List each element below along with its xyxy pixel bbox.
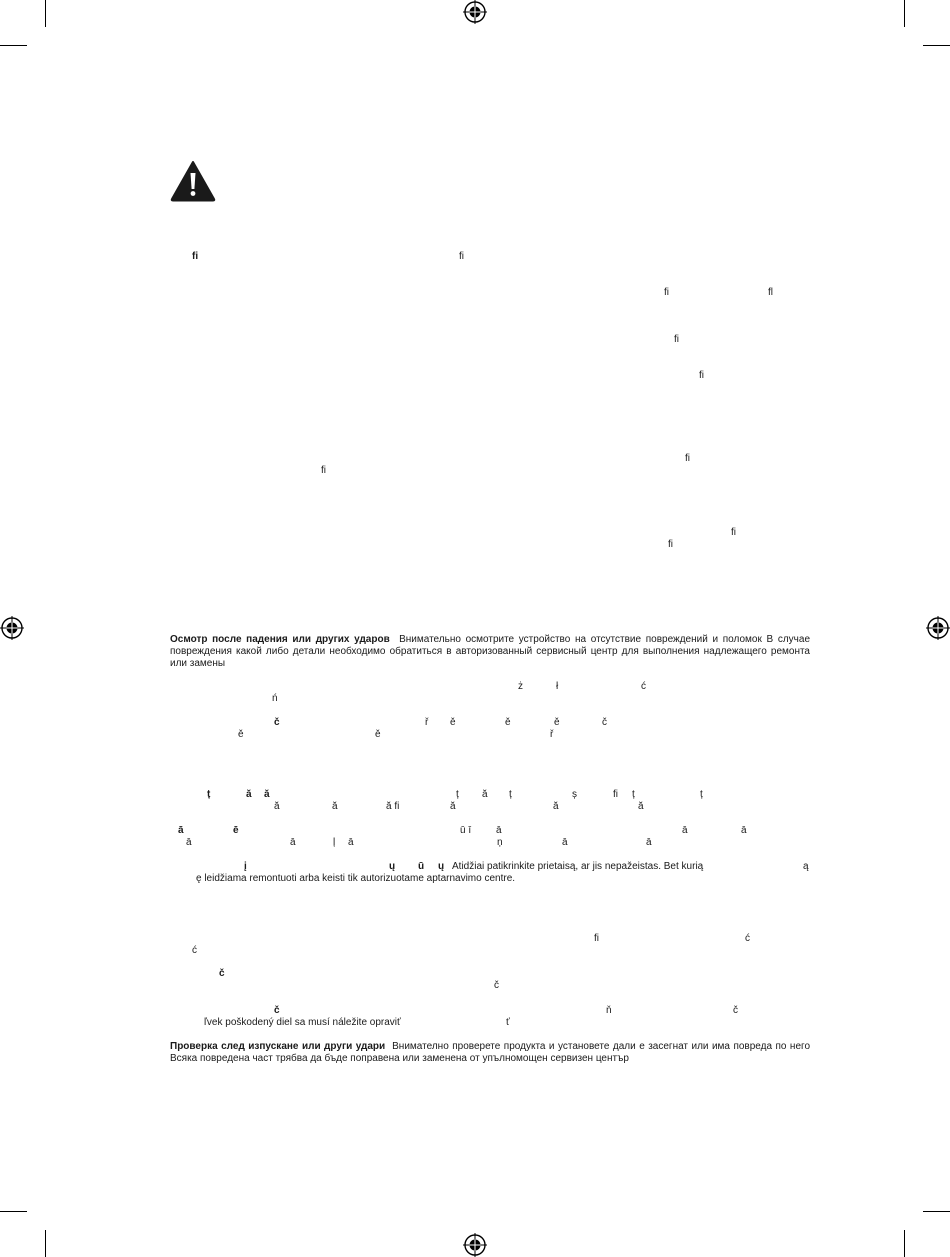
ru-drop-inspection-paragraph <box>170 634 810 670</box>
glyph-fragment: ă <box>450 801 456 812</box>
glyph-fragment: ě <box>238 729 244 740</box>
glyph-fragment: ă <box>274 801 280 812</box>
glyph-fragment: č <box>274 717 280 728</box>
glyph-fragment: ļ <box>333 837 336 848</box>
crop-mark-top-left-h <box>0 45 27 46</box>
glyph-fragment: ě <box>450 717 456 728</box>
crop-mark-bottom-right-v <box>904 1230 905 1257</box>
glyph-fragment: č <box>602 717 607 728</box>
glyph-fragment: ż <box>518 681 523 692</box>
glyph-fragment: ē <box>233 825 239 836</box>
glyph-fragment: ā <box>348 837 354 848</box>
glyph-fragment: ă <box>264 789 270 800</box>
glyph-fragment: ā <box>178 825 184 836</box>
warning-triangle-icon <box>170 160 216 202</box>
glyph-fragment: ā <box>290 837 296 848</box>
glyph-fragment: ț <box>456 789 459 800</box>
glyph-fragment: ā <box>562 837 568 848</box>
glyph-fragment: ț <box>632 789 635 800</box>
lt-paragraph-line-1: Atidžiai patikrinkite prietaisą, ar jis nepažeistas. Bet kurią <box>452 861 704 872</box>
glyph-fragment: ă <box>332 801 338 812</box>
glyph-fragment: ș <box>572 789 577 800</box>
crop-mark-bottom-left-v <box>45 1230 46 1257</box>
glyph-fragment: ă <box>553 801 559 812</box>
glyph-fragment: ā <box>646 837 652 848</box>
glyph-fragment: fi <box>685 453 690 464</box>
glyph-fragment: ā <box>186 837 192 848</box>
glyph-fragment: ć <box>641 681 646 692</box>
glyph-fragment: ć <box>192 945 197 956</box>
ru-paragraph-title: Осмотр после падения или других ударов <box>170 634 390 645</box>
glyph-fragment: ć <box>745 933 750 944</box>
crop-mark-top-left-v <box>45 0 46 27</box>
glyph-fragment: ł <box>556 681 559 692</box>
glyph-fragment: fi <box>321 465 326 476</box>
glyph-fragment: č <box>219 968 225 979</box>
crop-mark-top-right-v <box>904 0 905 27</box>
glyph-fragment: fi <box>613 789 618 800</box>
glyph-fragment: ă <box>246 789 252 800</box>
glyph-fragment: ă <box>638 801 644 812</box>
glyph-fragment: ą <box>803 861 809 872</box>
glyph-fragment: ț <box>700 789 703 800</box>
glyph-fragment: ā <box>682 825 688 836</box>
glyph-fragment: ń <box>272 693 278 704</box>
lt-paragraph-line-2: ę leidžiama remontuoti arba keisti tik autorizuotame aptarnavimo centre. <box>196 873 516 884</box>
registration-mark-right-icon <box>926 616 950 640</box>
glyph-fragment: ț <box>207 789 211 800</box>
registration-mark-bottom-icon <box>463 1233 487 1257</box>
glyph-fragment: fi <box>674 334 679 345</box>
glyph-fragment: fl <box>768 287 773 298</box>
glyph-fragment: ā <box>496 825 502 836</box>
glyph-fragment: į <box>244 861 247 872</box>
glyph-fragment: ā <box>741 825 747 836</box>
glyph-fragment: ř <box>550 729 554 740</box>
glyph-fragment: fi <box>731 527 736 538</box>
bg-paragraph-title: Проверка след изпускане или други удари <box>170 1041 386 1052</box>
ru-paragraph-body: Внимательно осмотрите устройство на отсутствие повреждений и поломок В случае повреждения какой либо детали необходимо обратиться в авторизованный сервисный центр для выполнения надлежащего ремонта или замены <box>170 634 811 669</box>
glyph-fragment: ť <box>506 1017 510 1028</box>
glyph-fragment: ň <box>606 1005 612 1016</box>
bg-paragraph-body: Внимателно проверете продукта и установете дали е засегнат или има повреда по него Всяка повредена част трябва да бъде поправена или заменена от упълномощен сервизен център <box>170 1041 811 1064</box>
glyph-fragment: fi <box>459 251 464 262</box>
sk-paragraph-line: ľvek poškodený diel sa musí náležite opraviť <box>204 1017 401 1028</box>
crop-mark-bottom-left-h <box>0 1211 27 1212</box>
crop-mark-top-right-h <box>923 45 950 46</box>
glyph-fragment: ū <box>418 861 425 872</box>
glyph-fragment: ț <box>509 789 512 800</box>
glyph-fragment: ă <box>482 789 488 800</box>
glyph-fragment: č <box>733 1005 738 1016</box>
glyph-fragment: č <box>494 980 499 991</box>
registration-mark-top-icon <box>463 0 487 24</box>
glyph-fragment: ū ī <box>460 825 472 836</box>
glyph-fragment: ě <box>554 717 560 728</box>
glyph-fragment: ă fi <box>386 801 400 812</box>
glyph-fragment: fi <box>664 287 669 298</box>
glyph-fragment: fi <box>594 933 599 944</box>
glyph-fragment: fi <box>668 539 673 550</box>
glyph-fragment: fi <box>699 370 704 381</box>
glyph-fragment: ě <box>375 729 381 740</box>
glyph-fragment: fi <box>192 251 199 262</box>
crop-mark-bottom-right-h <box>923 1211 950 1212</box>
glyph-fragment: ņ <box>497 837 503 848</box>
glyph-fragment: č <box>274 1005 280 1016</box>
glyph-fragment: ě <box>505 717 511 728</box>
glyph-fragment: ř <box>425 717 429 728</box>
glyph-fragment: ų <box>438 861 445 872</box>
bg-drop-inspection-paragraph <box>170 1041 810 1065</box>
registration-mark-left-icon <box>0 616 24 640</box>
glyph-fragment: ų <box>389 861 396 872</box>
